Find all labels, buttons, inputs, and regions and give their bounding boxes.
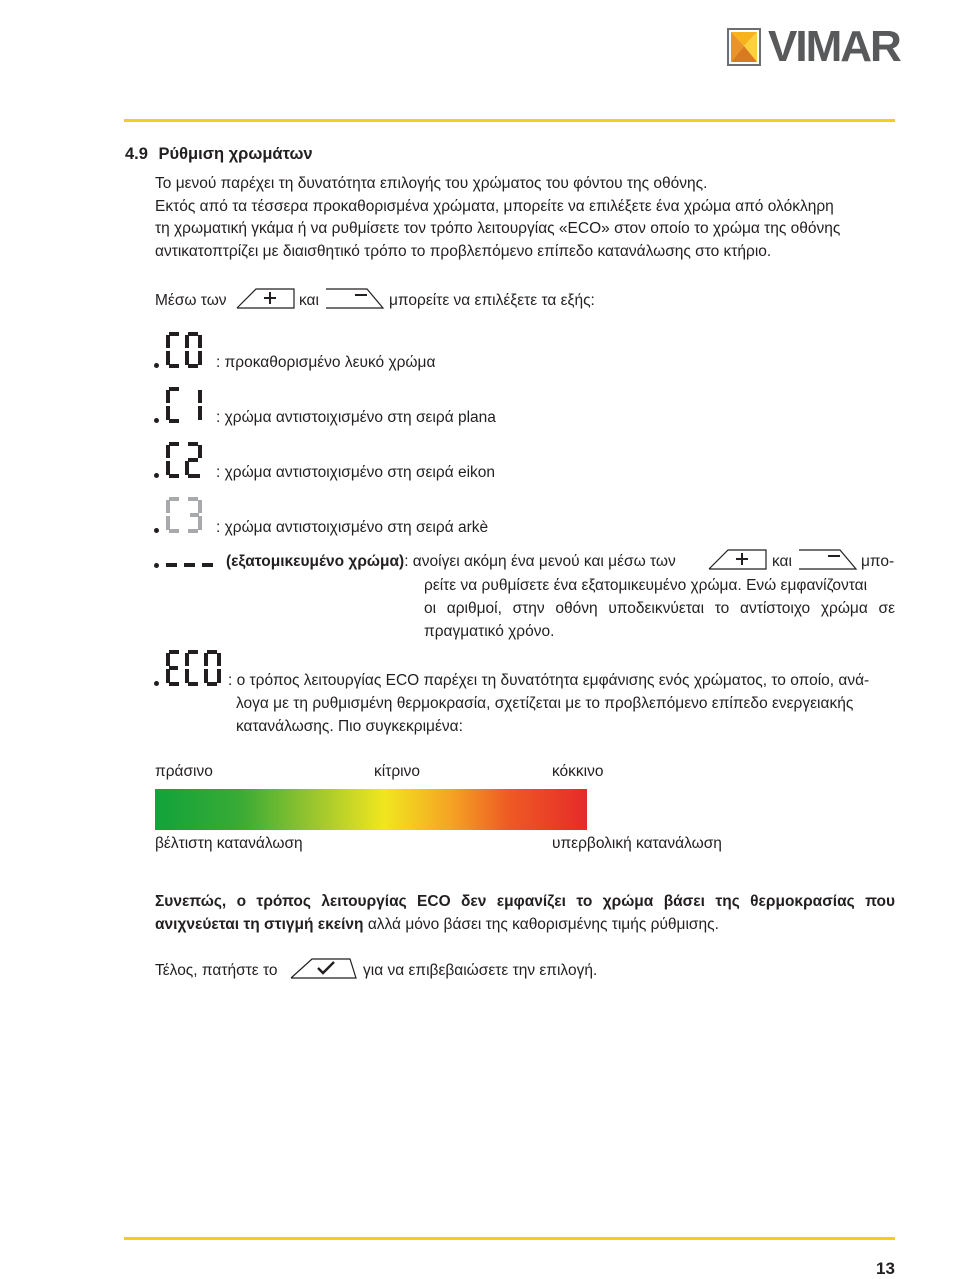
- minus-button-icon: [325, 287, 385, 309]
- brand-name: VIMAR: [768, 22, 900, 71]
- eco-line-2: λογα με τη ρυθμισμένη θερμοκρασία, σχετίζεται με το προβλεπόμενο επίπεδο ενεργειακής: [236, 695, 854, 712]
- scale-low-label: βέλτιστη κατανάλωση: [155, 835, 303, 852]
- page-number: 13: [876, 1259, 895, 1278]
- bullet: [154, 563, 159, 568]
- display-c0-icon: [166, 330, 206, 370]
- section-heading: [125, 145, 313, 164]
- conclusion-line-2: [155, 914, 719, 937]
- final-pre: Τέλος, πατήστε το: [155, 962, 278, 979]
- eco-gradient-bar: [155, 789, 587, 830]
- bottom-rule: [124, 1237, 895, 1240]
- display-c1-icon: [166, 385, 206, 425]
- top-rule: [124, 119, 895, 122]
- display-dashes-icon: [166, 560, 216, 570]
- section-number: 4.9: [125, 145, 148, 163]
- vimar-logo-icon: [727, 28, 761, 66]
- custom-line-1-end: μπο-: [861, 553, 895, 570]
- final-post: για να επιβεβαιώσετε την επιλογή.: [363, 962, 598, 979]
- bullet: [154, 528, 159, 533]
- bullet: [154, 473, 159, 478]
- custom-line-1: [226, 551, 676, 574]
- intro-line-3: τη χρωματική γκάμα ή να ρυθμίσετε τον τρόπο λειτουργίας «ECO» στον οποίο το χρώμα της οθόνης: [155, 220, 841, 237]
- confirm-check-button-icon: [290, 957, 358, 979]
- custom-line-4: πραγματικό χρόνο.: [424, 623, 555, 640]
- custom-line-3: οι αριθμοί, στην οθόνη υποδεικνύεται το αντίστοιχο χρώμα σε: [424, 600, 895, 617]
- eco-line-3: κατανάλωσης. Πιο συγκεκριμένα:: [236, 718, 463, 735]
- bullet: [154, 418, 159, 423]
- display-c2-icon: [166, 440, 206, 480]
- intro-line-2: Εκτός από τα τέσσερα προκαθορισμένα χρώματα, μπορείτε να επιλέξετε ένα χρώμα από ολόκληρη: [155, 198, 834, 215]
- bullet: [154, 363, 159, 368]
- conclusion-normal-2: αλλά μόνο βάσει της καθορισμένης τιμής ρύθμισης.: [363, 916, 719, 933]
- scale-green-label: πράσινο: [155, 763, 213, 780]
- intro-line-4: αντικατοπτρίζει με διαισθητικό τρόπο το προβλεπόμενο επίπεδο κατανάλωσης στο κτήριο.: [155, 243, 772, 260]
- select-mid: και: [299, 292, 319, 309]
- select-post: μπορείτε να επιλέξετε τα εξής:: [389, 292, 595, 309]
- option-c2-desc: : χρώμα αντιστοιχισμένο στη σειρά eikon: [216, 464, 496, 481]
- conclusion-bold-2: ανιχνεύεται τη στιγμή εκείνη: [155, 916, 364, 933]
- custom-and: και: [772, 553, 792, 570]
- scale-red-label: κόκκινο: [552, 763, 604, 780]
- intro-line-1: Το μενού παρέχει τη δυνατότητα επιλογής του χρώματος του φόντου της οθόνης.: [155, 175, 708, 192]
- conclusion-line-1: [155, 891, 895, 914]
- eco-line-1: : ο τρόπος λειτουργίας ECO παρέχει τη δυνατότητα εμφάνισης ενός χρώματος, το οποίο, ανά-: [228, 672, 870, 689]
- minus-button-icon: [798, 548, 858, 570]
- option-c0-desc: : προκαθορισμένο λευκό χρώμα: [216, 354, 436, 371]
- option-c1-desc: : χρώμα αντιστοιχισμένο στη σειρά plana: [216, 409, 496, 426]
- plus-button-icon: [708, 548, 768, 570]
- plus-button-icon: [236, 287, 296, 309]
- custom-text: : ανοίγει ακόμη ένα μενού και μέσω των: [404, 553, 676, 570]
- conclusion-bold-1: Συνεπώς, ο τρόπος λειτουργίας ECO δεν εμφανίζει το χρώμα βάσει της θερμοκρασίας που: [155, 893, 895, 910]
- scale-yellow-label: κίτρινο: [374, 763, 420, 780]
- scale-high-label: υπερβολική κατανάλωση: [552, 835, 722, 852]
- bullet: [154, 681, 159, 686]
- custom-line-2: ρείτε να ρυθμίσετε ένα εξατομικευμένο χρώμα. Ενώ εμφανίζονται: [424, 577, 868, 594]
- custom-bold: (εξατομικευμένο χρώμα): [226, 553, 405, 570]
- display-eco-icon: [166, 648, 224, 688]
- option-c3-desc: : χρώμα αντιστοιχισμένο στη σειρά arkè: [216, 519, 489, 536]
- select-pre: Μέσω των: [155, 292, 227, 309]
- section-title: Ρύθμιση χρωμάτων: [158, 145, 313, 163]
- display-c3-icon: [166, 495, 206, 535]
